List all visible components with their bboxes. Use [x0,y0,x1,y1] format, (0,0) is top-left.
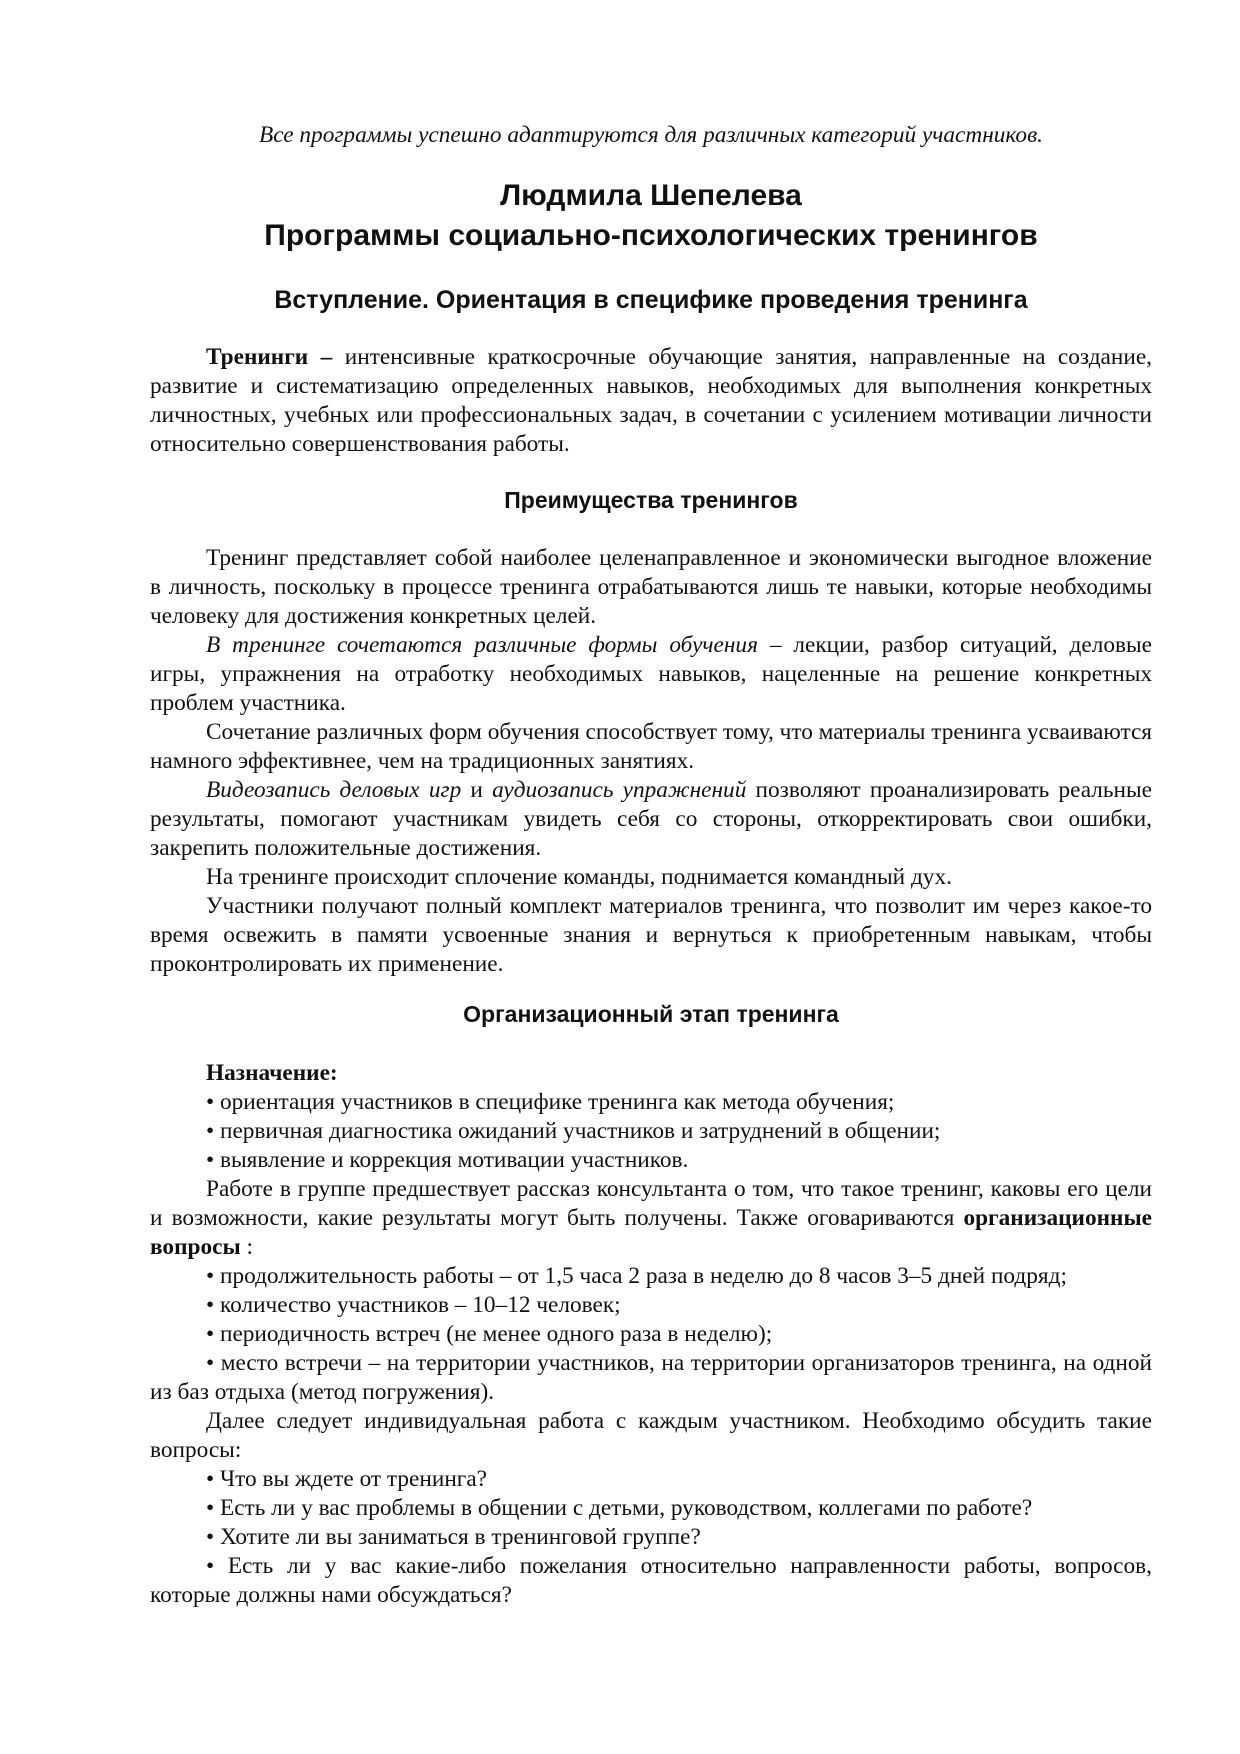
question-item: • Есть ли у вас какие-либо пожелания относительно направленности работы, вопросов, которые должны нами обсуждаться? [150,1553,1152,1608]
org-paragraph-1 [150,1175,1152,1262]
forms-rest-text: – лекции, разбор ситуаций, деловые игры, упражнения на отработку необходимых навыков, нацеленные на решение конкретных проблем участника. [150,632,1152,716]
org-item: • место встречи – на территории участников, на территории организаторов тренинга, на одной из баз отдыха (метод погружения). [150,1350,1152,1405]
advantages-section [150,544,1152,979]
intro-section [150,343,1152,459]
definition-paragraph [150,343,1152,459]
advantages-heading: Преимущества тренингов [504,487,798,513]
org-section [150,1059,1152,1610]
org-questions-bold: организационные вопросы [150,1205,1152,1260]
org-intro-text: Работе в группе предшествует рассказ консультанта о том, что такое тренинг, каковы его цели и возможности, какие результаты могут быть получены. Также оговариваются [150,1176,1152,1231]
purpose-item: • первичная диагностика ожиданий участников и затруднений в общении; [206,1118,941,1144]
org-paragraph-2: Далее следует индивидуальная работа с каждым участником. Необходимо обсудить такие вопросы: [150,1408,1152,1463]
video-italic-text: Видеозапись деловых игр [206,777,462,803]
purpose-item: • ориентация участников в специфике тренинга как метода обучения; [206,1089,895,1115]
author-name: Людмила Шепелева [500,179,802,212]
question-item: • Есть ли у вас проблемы в общении с детьми, руководством, коллегами по работе? [206,1495,1033,1521]
intro-heading: Вступление. Ориентация в специфике проведения тренинга [274,286,1028,314]
org-item: • количество участников – 10–12 человек; [206,1292,621,1318]
advantages-paragraph-3: Сочетание различных форм обучения способствует тому, что материалы тренинга усваиваются намного эффективнее, чем на традиционных занятиях. [150,719,1153,774]
forms-italic-text: В тренинге сочетаются различные формы обучения [206,632,758,658]
advantages-paragraph-1: Тренинг представляет собой наиболее целенаправленное и экономически выгодное вложение в личность, поскольку в процессе тренинга отрабатываются лишь те навыки, которые необходимы человеку для достижения конкретных целей. [150,545,1152,629]
org-item: • периодичность встреч (не менее одного раза в неделю); [206,1321,773,1347]
advantages-paragraph-5: На тренинге происходит сплочение команды, поднимается командный дух. [206,864,952,890]
book-title: Программы социально-психологических тренингов [264,219,1038,252]
question-item: • Что вы ждете от тренинга? [206,1466,488,1492]
org-item: • продолжительность работы – от 1,5 часа 2 раза в неделю до 8 часов 3–5 дней подряд; [206,1263,1067,1289]
org-heading: Организационный этап тренинга [463,1001,839,1027]
and-text: и [461,777,493,803]
advantages-paragraph-4 [150,776,1152,863]
title-block [150,176,1152,256]
definition-text: интенсивные краткосрочные обучающие занятия, направленные на создание, развитие и систематизацию определенных навыков, необходимых для выполнения конкретных личностных, учебных или профессиональных задач, в сочетании с усилением мотивации личности относительно совершенствования работы. [150,344,1152,457]
epigraph: Все программы успешно адаптируются для различных категорий участников. [258,122,1044,148]
purpose-item: • выявление и коррекция мотивации участников. [206,1147,689,1173]
advantages-paragraph-6: Участники получают полный комплект материалов тренинга, что позволит им через какое-то время освежить в памяти усвоенные знания и вернуться к приобретенным навыкам, чтобы проконтролировать их применение. [150,893,1152,977]
question-item: • Хотите ли вы заниматься в тренинговой группе? [206,1524,701,1550]
purpose-label: Назначение: [206,1060,338,1086]
video-rest-text: позволяют проанализировать реальные результаты, помогают участникам увидеть себя со стороны, откорректировать свои ошибки, закрепить положительные достижения. [150,777,1152,861]
term-label: Тренинги – [206,344,333,370]
audio-italic-text: аудиозапись упражнений [492,777,747,803]
advantages-paragraph-2 [150,631,1152,718]
org-colon: : [240,1234,253,1260]
